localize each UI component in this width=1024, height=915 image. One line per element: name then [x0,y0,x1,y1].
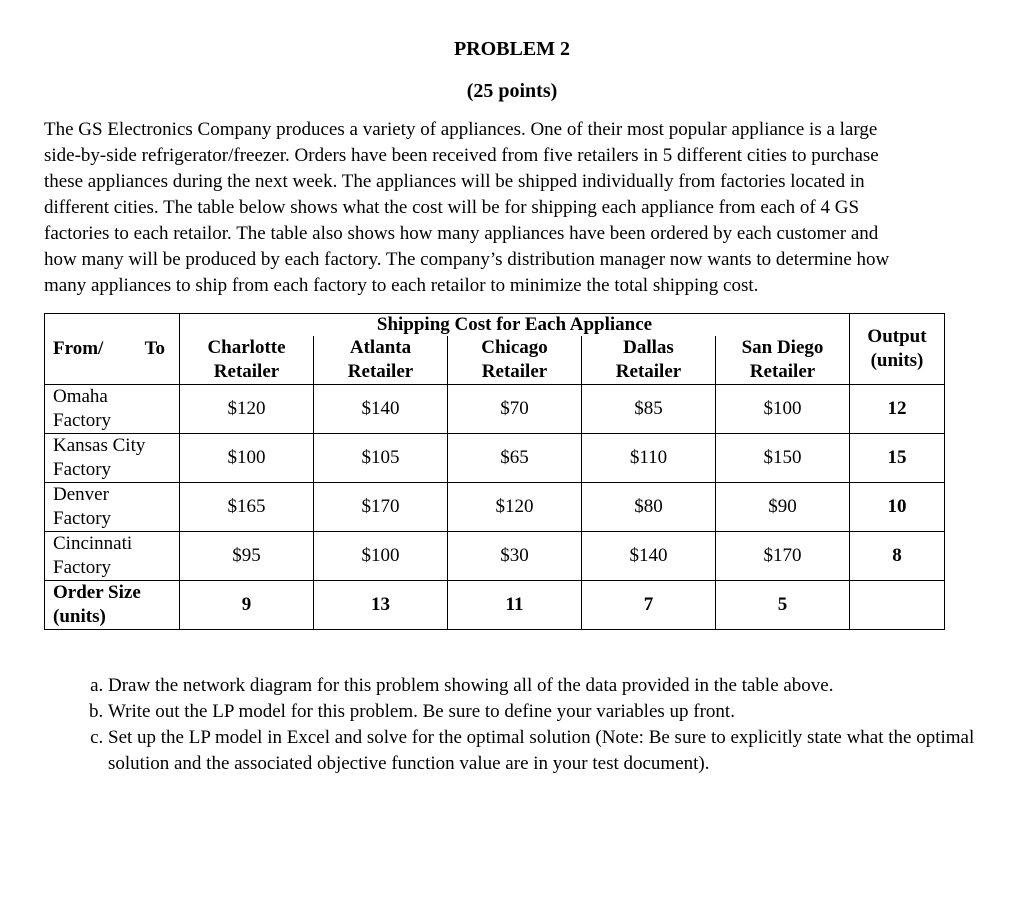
question-list [68,673,1008,777]
cost-cell: $70 [448,385,582,434]
intro-line: factories to each retailor. The table also shows how many appliances have been ordered by each customer and [44,223,879,244]
retailer-label: Retailer [615,361,682,382]
output-header-line: Output [867,326,927,347]
cost-cell: $140 [582,532,716,581]
factory-city: Cincinnati [53,533,133,554]
intro-line: how many will be produced by each factory. The company’s distribution manager now wants to determine how [44,249,890,270]
cost-cell: $100 [716,385,850,434]
order-size-cell: 11 [448,581,582,630]
retailer-header-chicago [448,336,582,385]
retailer-header-charlotte [180,336,314,385]
factory-word: Factory [53,557,112,578]
retailer-city: San Diego [741,337,824,358]
retailer-label: Retailer [481,361,548,382]
retailer-city: Charlotte [207,337,286,358]
order-size-cell: 9 [180,581,314,630]
cost-cell: $30 [448,532,582,581]
cost-cell: $95 [180,532,314,581]
retailer-city: Dallas [623,337,674,358]
cost-cell: $150 [716,434,850,483]
table-row [45,385,945,434]
order-size-cell: 5 [716,581,850,630]
order-size-cell: 7 [582,581,716,630]
empty-cell [850,581,945,630]
output-cell: 15 [850,434,945,483]
factory-label-denver [45,483,180,532]
factory-city: Kansas City [53,435,146,456]
order-size-cell: 13 [314,581,448,630]
retailer-label: Retailer [749,361,816,382]
factory-word: Factory [53,459,112,480]
intro-line: many appliances to ship from each factory to each retailor to minimize the total shipping cost. [44,275,759,296]
from-to-header [45,314,180,385]
output-cell: 10 [850,483,945,532]
to-label: To [144,338,165,359]
retailer-header-san-diego [716,336,850,385]
question-item: b. Write out the LP model for this problem. Be sure to define your variables up front. [108,699,1008,725]
shipping-cost-header: Shipping Cost for Each Appliance [180,314,850,337]
output-cell: 12 [850,385,945,434]
output-cell: 8 [850,532,945,581]
retailer-city: Atlanta [349,337,412,358]
cost-cell: $85 [582,385,716,434]
output-header-line: (units) [870,350,924,371]
retailer-label: Retailer [213,361,280,382]
cost-cell: $105 [314,434,448,483]
factory-label-kansas-city [45,434,180,483]
intro-line: The GS Electronics Company produces a variety of appliances. One of their most popular appliance is a large [44,119,878,140]
intro-line: these appliances during the next week. The appliances will be shipped individually from factories located in [44,171,865,192]
table-row [45,483,945,532]
points-label: (25 points) [466,80,558,102]
order-size-line: Order Size [53,582,141,603]
cost-cell: $100 [314,532,448,581]
shipping-cost-table [44,313,945,630]
factory-city: Denver [53,484,109,505]
intro-line: side-by-side refrigerator/freezer. Orders have been received from five retailers in 5 different cities to purchase [44,145,879,166]
factory-label-cincinnati [45,532,180,581]
table-row [45,434,945,483]
output-header [850,314,945,385]
order-size-label [45,581,180,630]
table-row [45,532,945,581]
question-item: c. Set up the LP model in Excel and solve for the optimal solution (Note: Be sure to explicitly state what the optimal solution and the associated objective function value are in your test document). [108,725,1008,777]
cost-cell: $120 [448,483,582,532]
cost-cell: $120 [180,385,314,434]
factory-label-omaha [45,385,180,434]
retailer-label: Retailer [347,361,414,382]
problem-title: PROBLEM 2 [453,38,571,60]
retailer-city: Chicago [481,337,548,358]
retailer-header-dallas [582,336,716,385]
factory-city: Omaha [53,386,108,407]
cost-cell: $110 [582,434,716,483]
table-row-order-size [45,581,945,630]
cost-cell: $90 [716,483,850,532]
cost-cell: $170 [314,483,448,532]
cost-cell: $170 [716,532,850,581]
factory-word: Factory [53,410,112,431]
factory-word: Factory [53,508,112,529]
cost-cell: $80 [582,483,716,532]
order-size-units: (units) [53,606,106,627]
from-label: From/ [53,338,104,359]
intro-line: different cities. The table below shows what the cost will be for shipping each appliance from each of 4 GS [44,197,860,218]
cost-cell: $140 [314,385,448,434]
intro-paragraph [44,117,994,299]
retailer-header-atlanta [314,336,448,385]
cost-cell: $100 [180,434,314,483]
question-item: a. Draw the network diagram for this problem showing all of the data provided in the table above. [108,673,1008,699]
cost-cell: $65 [448,434,582,483]
cost-cell: $165 [180,483,314,532]
